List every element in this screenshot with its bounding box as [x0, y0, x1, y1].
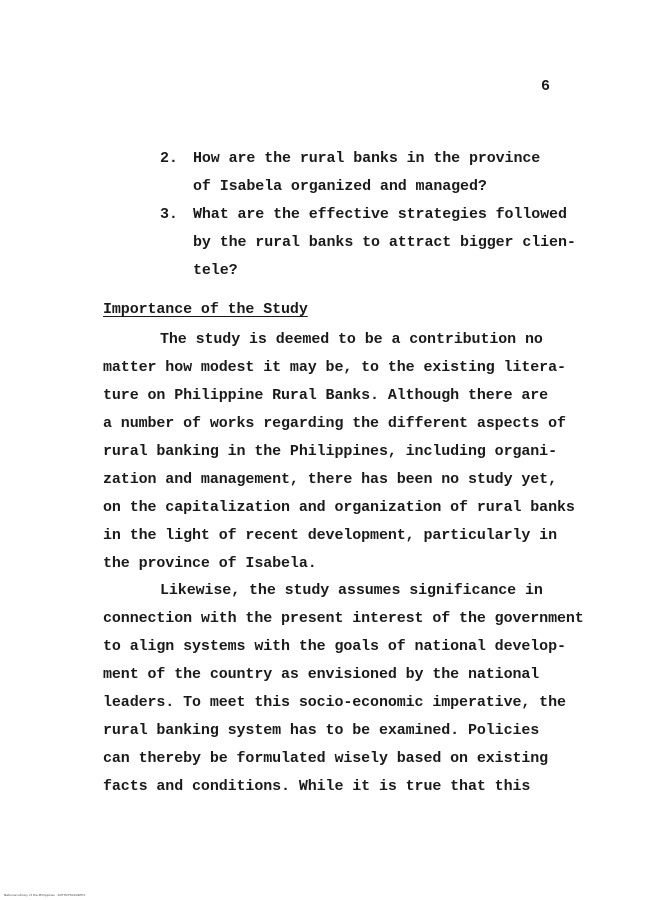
list-item-line: of Isabela organized and managed? [193, 178, 487, 195]
list-number: 3. [160, 206, 178, 223]
paragraph-line: ment of the country as envisioned by the national [103, 666, 540, 683]
paragraph-line: the province of Isabela. [103, 555, 317, 572]
paragraph-line: on the capitalization and organization of rural banks [103, 499, 575, 516]
scan-footer: National Library of the Philippines · RUTHCFS0109PH1 [4, 893, 86, 897]
list-item-line: by the rural banks to attract bigger clien- [193, 234, 576, 251]
paragraph-line: leaders. To meet this socio-economic imperative, the [103, 694, 566, 711]
paragraph-line: facts and conditions. While it is true that this [103, 778, 531, 795]
page-number: 6 [541, 78, 551, 95]
paragraph-line: zation and management, there has been no study yet, [103, 471, 557, 488]
paragraph-line: Likewise, the study assumes significance in [160, 582, 543, 599]
paragraph-line: a number of works regarding the different aspects of [103, 415, 566, 432]
paragraph-line: matter how modest it may be, to the existing litera- [103, 359, 566, 376]
list-number: 2. [160, 150, 178, 167]
paragraph-line: can thereby be formulated wisely based on existing [103, 750, 549, 767]
section-heading: Importance of the Study [103, 301, 308, 318]
paragraph-line: rural banking in the Philippines, including organi- [103, 443, 557, 460]
paragraph-line: in the light of recent development, particularly in [103, 527, 557, 544]
list-item-line: What are the effective strategies followed [193, 206, 567, 223]
paragraph-line: rural banking system has to be examined. Policies [103, 722, 540, 739]
list-item-line: tele? [193, 262, 238, 279]
paragraph-line: to align systems with the goals of national develop- [103, 638, 566, 655]
list-item-line: How are the rural banks in the province [193, 150, 541, 167]
paragraph-line: connection with the present interest of the government [103, 610, 584, 627]
paragraph-line: ture on Philippine Rural Banks. Although there are [103, 387, 549, 404]
paragraph-line: The study is deemed to be a contribution no [160, 331, 543, 348]
